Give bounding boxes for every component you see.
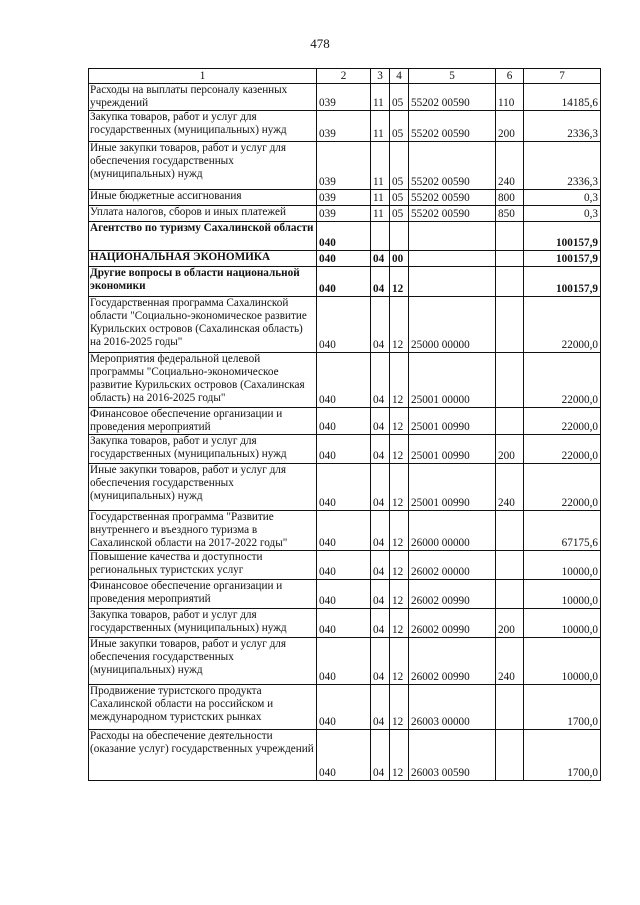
row-amount-cell: 22000,0 (524, 353, 601, 408)
table-row (89, 84, 601, 111)
table-row (89, 206, 601, 222)
table-row (89, 609, 601, 638)
row-section-cell: 04 (371, 730, 390, 781)
row-admin-code-cell: 040 (317, 551, 371, 580)
row-expense-type-cell: 110 (496, 84, 524, 111)
table-row (89, 267, 601, 297)
table-row (89, 511, 601, 551)
row-name-cell: Закупка товаров, работ и услуг для государственных (муниципальных) нужд (89, 609, 317, 638)
row-section-cell: 04 (371, 353, 390, 408)
row-subsection-cell: 05 (390, 206, 409, 222)
row-admin-code-cell: 040 (317, 464, 371, 511)
row-admin-code-cell: 040 (317, 638, 371, 685)
table-row (89, 111, 601, 142)
row-subsection-cell: 12 (390, 435, 409, 464)
row-subsection-cell: 12 (390, 609, 409, 638)
row-expense-type-cell (496, 408, 524, 435)
row-expense-type-cell: 200 (496, 435, 524, 464)
table-row (89, 435, 601, 464)
row-target-article-cell (409, 222, 496, 251)
row-admin-code-cell: 039 (317, 84, 371, 111)
row-admin-code-cell: 040 (317, 730, 371, 781)
row-expense-type-cell (496, 730, 524, 781)
row-target-article-cell: 25001 00000 (409, 353, 496, 408)
row-target-article-cell (409, 267, 496, 297)
row-subsection-cell: 05 (390, 84, 409, 111)
row-subsection-cell: 05 (390, 142, 409, 190)
row-admin-code-cell: 039 (317, 142, 371, 190)
row-subsection-cell: 12 (390, 267, 409, 297)
row-section-cell (371, 222, 390, 251)
row-amount-cell: 22000,0 (524, 297, 601, 353)
row-subsection-cell: 12 (390, 511, 409, 551)
row-expense-type-cell: 200 (496, 111, 524, 142)
table-row (89, 464, 601, 511)
table-row (89, 408, 601, 435)
row-section-cell: 04 (371, 251, 390, 267)
row-admin-code-cell: 040 (317, 353, 371, 408)
page-number: 478 (310, 36, 330, 51)
row-section-cell: 11 (371, 142, 390, 190)
row-target-article-cell: 26003 00590 (409, 730, 496, 781)
row-subsection-cell: 00 (390, 251, 409, 267)
row-expense-type-cell (496, 551, 524, 580)
table-row (89, 551, 601, 580)
row-amount-cell: 2336,3 (524, 111, 601, 142)
row-name-cell: Иные закупки товаров, работ и услуг для обеспечения государственных (муниципальных) нужд (89, 464, 317, 511)
row-target-article-cell (409, 251, 496, 267)
row-section-cell: 04 (371, 580, 390, 609)
row-name-cell: Другие вопросы в области национальной экономики (89, 267, 317, 297)
row-expense-type-cell: 850 (496, 206, 524, 222)
header-col-3: 3 (371, 69, 390, 84)
row-admin-code-cell: 039 (317, 206, 371, 222)
row-target-article-cell: 26002 00990 (409, 638, 496, 685)
row-target-article-cell: 55202 00590 (409, 206, 496, 222)
row-name-cell: Закупка товаров, работ и услуг для государственных (муниципальных) нужд (89, 111, 317, 142)
row-section-cell: 04 (371, 408, 390, 435)
row-target-article-cell: 25001 00990 (409, 435, 496, 464)
row-name-cell: Продвижение туристского продукта Сахалинской области на российском и международном туристских рынках (89, 685, 317, 730)
row-name-cell: Расходы на выплаты персоналу казенных учреждений (89, 84, 317, 111)
row-target-article-cell: 25001 00990 (409, 464, 496, 511)
row-amount-cell: 2336,3 (524, 142, 601, 190)
row-amount-cell: 22000,0 (524, 464, 601, 511)
row-subsection-cell: 05 (390, 111, 409, 142)
row-admin-code-cell: 040 (317, 251, 371, 267)
row-expense-type-cell (496, 267, 524, 297)
row-name-cell: Повышение качества и доступности региональных туристских услуг (89, 551, 317, 580)
table-row (89, 638, 601, 685)
row-target-article-cell: 55202 00590 (409, 111, 496, 142)
row-section-cell: 04 (371, 435, 390, 464)
row-admin-code-cell: 040 (317, 580, 371, 609)
row-amount-cell: 67175,6 (524, 511, 601, 551)
table-row (89, 251, 601, 267)
row-amount-cell: 14185,6 (524, 84, 601, 111)
row-expense-type-cell (496, 580, 524, 609)
row-amount-cell: 10000,0 (524, 638, 601, 685)
row-subsection-cell: 12 (390, 730, 409, 781)
header-col-7: 7 (524, 69, 601, 84)
row-target-article-cell: 26002 00990 (409, 609, 496, 638)
row-amount-cell: 22000,0 (524, 435, 601, 464)
row-name-cell: Агентство по туризму Сахалинской области (89, 222, 317, 251)
row-admin-code-cell: 039 (317, 190, 371, 206)
row-section-cell: 04 (371, 551, 390, 580)
header-col-1: 1 (89, 69, 317, 84)
header-col-5: 5 (409, 69, 496, 84)
header-col-2: 2 (317, 69, 371, 84)
table-row (89, 142, 601, 190)
row-subsection-cell: 05 (390, 190, 409, 206)
row-admin-code-cell: 040 (317, 267, 371, 297)
row-target-article-cell: 25000 00000 (409, 297, 496, 353)
row-name-cell: Иные закупки товаров, работ и услуг для обеспечения государственных (муниципальных) нужд (89, 142, 317, 190)
header-col-6: 6 (496, 69, 524, 84)
row-expense-type-cell (496, 222, 524, 251)
row-subsection-cell: 12 (390, 297, 409, 353)
table-row (89, 297, 601, 353)
row-expense-type-cell (496, 685, 524, 730)
row-amount-cell: 10000,0 (524, 551, 601, 580)
row-expense-type-cell: 240 (496, 142, 524, 190)
table-row (89, 730, 601, 781)
row-name-cell: Иные бюджетные ассигнования (89, 190, 317, 206)
row-expense-type-cell: 240 (496, 464, 524, 511)
row-section-cell: 04 (371, 297, 390, 353)
row-section-cell: 11 (371, 190, 390, 206)
row-target-article-cell: 26002 00990 (409, 580, 496, 609)
table-row (89, 353, 601, 408)
row-name-cell: Финансовое обеспечение организации и проведения мероприятий (89, 580, 317, 609)
row-target-article-cell: 25001 00990 (409, 408, 496, 435)
row-amount-cell: 100157,9 (524, 251, 601, 267)
row-amount-cell: 10000,0 (524, 580, 601, 609)
row-admin-code-cell: 040 (317, 511, 371, 551)
row-amount-cell: 100157,9 (524, 222, 601, 251)
row-subsection-cell: 12 (390, 551, 409, 580)
budget-table (88, 68, 601, 781)
row-section-cell: 04 (371, 464, 390, 511)
row-name-cell: Финансовое обеспечение организации и проведения мероприятий (89, 408, 317, 435)
row-subsection-cell: 12 (390, 464, 409, 511)
row-amount-cell: 22000,0 (524, 408, 601, 435)
row-subsection-cell (390, 222, 409, 251)
row-name-cell: Расходы на обеспечение деятельности (оказание услуг) государственных учреждений (89, 730, 317, 781)
table-row (89, 580, 601, 609)
table-row (89, 190, 601, 206)
row-name-cell: НАЦИОНАЛЬНАЯ ЭКОНОМИКА (89, 251, 317, 267)
row-expense-type-cell: 240 (496, 638, 524, 685)
row-target-article-cell: 26003 00000 (409, 685, 496, 730)
row-name-cell: Уплата налогов, сборов и иных платежей (89, 206, 317, 222)
row-subsection-cell: 12 (390, 685, 409, 730)
row-expense-type-cell (496, 297, 524, 353)
row-expense-type-cell (496, 511, 524, 551)
row-target-article-cell: 26000 00000 (409, 511, 496, 551)
row-name-cell: Иные закупки товаров, работ и услуг для обеспечения государственных (муниципальных) нужд (89, 638, 317, 685)
row-admin-code-cell: 039 (317, 111, 371, 142)
row-target-article-cell: 55202 00590 (409, 84, 496, 111)
row-name-cell: Мероприятия федеральной целевой программы "Социально-экономическое развитие Курильских островов (Сахалинская область) на 2016-2025 годы" (89, 353, 317, 408)
header-row (89, 69, 601, 84)
row-amount-cell: 1700,0 (524, 685, 601, 730)
table-row (89, 685, 601, 730)
row-amount-cell: 0,3 (524, 190, 601, 206)
row-expense-type-cell (496, 353, 524, 408)
table-row (89, 222, 601, 251)
row-subsection-cell: 12 (390, 638, 409, 685)
row-section-cell: 04 (371, 685, 390, 730)
row-subsection-cell: 12 (390, 353, 409, 408)
row-admin-code-cell: 040 (317, 435, 371, 464)
row-section-cell: 11 (371, 111, 390, 142)
row-subsection-cell: 12 (390, 580, 409, 609)
row-section-cell: 04 (371, 511, 390, 551)
row-section-cell: 04 (371, 267, 390, 297)
row-admin-code-cell: 040 (317, 685, 371, 730)
row-admin-code-cell: 040 (317, 297, 371, 353)
row-target-article-cell: 26002 00000 (409, 551, 496, 580)
header-col-4: 4 (390, 69, 409, 84)
row-subsection-cell: 12 (390, 408, 409, 435)
row-amount-cell: 1700,0 (524, 730, 601, 781)
row-expense-type-cell (496, 251, 524, 267)
row-section-cell: 11 (371, 84, 390, 111)
row-amount-cell: 100157,9 (524, 267, 601, 297)
row-name-cell: Закупка товаров, работ и услуг для государственных (муниципальных) нужд (89, 435, 317, 464)
row-admin-code-cell: 040 (317, 222, 371, 251)
row-expense-type-cell: 800 (496, 190, 524, 206)
row-section-cell: 04 (371, 609, 390, 638)
row-admin-code-cell: 040 (317, 609, 371, 638)
row-name-cell: Государственная программа Сахалинской области "Социально-экономическое развитие Курильских островов (Сахалинская область) на 2016-2025 годы" (89, 297, 317, 353)
row-admin-code-cell: 040 (317, 408, 371, 435)
row-target-article-cell: 55202 00590 (409, 190, 496, 206)
row-expense-type-cell: 200 (496, 609, 524, 638)
row-amount-cell: 10000,0 (524, 609, 601, 638)
row-target-article-cell: 55202 00590 (409, 142, 496, 190)
row-amount-cell: 0,3 (524, 206, 601, 222)
row-name-cell: Государственная программа "Развитие внутреннего и въездного туризма в Сахалинской области на 2017-2022 годы" (89, 511, 317, 551)
row-section-cell: 04 (371, 638, 390, 685)
row-section-cell: 11 (371, 206, 390, 222)
